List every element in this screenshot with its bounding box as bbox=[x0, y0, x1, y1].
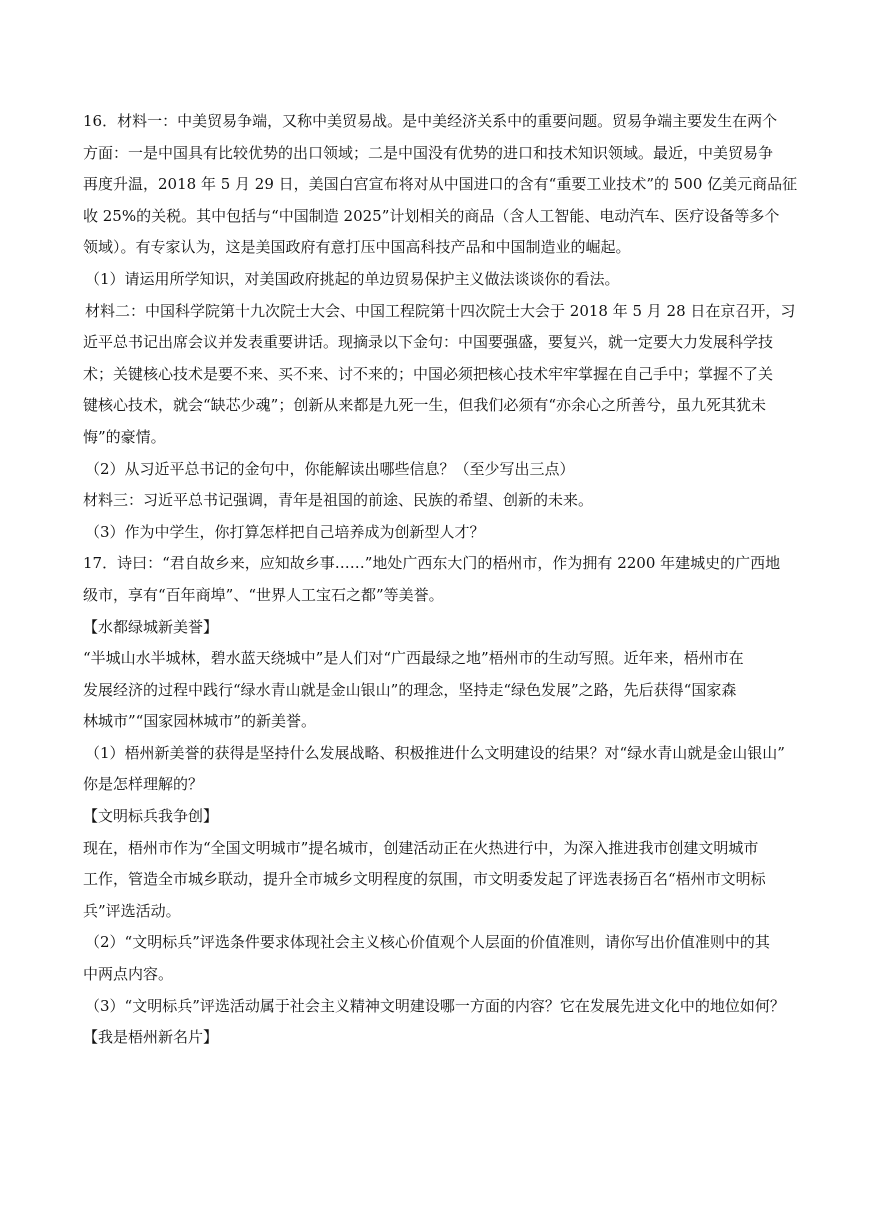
q17-para1-line3: 林城市”“国家园林城市”的新美誉。 bbox=[83, 712, 317, 731]
q16-material2-line2: 近平总书记出席会议并发表重要讲话。现摘录以下金句：中国要强盛，要复兴，就一定要大力发展科学技 bbox=[83, 333, 774, 352]
q17-para2-line2: 工作，管造全市城乡联动，提升全市城乡文明程度的氛围，市文明委发起了评选表扬百名“梧州市文明标 bbox=[83, 870, 766, 889]
q17-question2-line1: （2）“文明标兵”评选条件要求体现社会主义核心价值观个人层面的价值准则，请你写出价值准则中的其 bbox=[85, 933, 770, 952]
q16-material1-line5: 领域）。有专家认为，这是美国政府有意打压中国高科技产品和中国制造业的崛起。 bbox=[83, 238, 631, 257]
q17-para1-line1: “半城山水半城林，碧水蓝天绕城中”是人们对“广西最绿之地”梧州市的生动写照。近年来，梧州市在 bbox=[83, 649, 744, 668]
q16-question1: （1）请运用所学知识，对美国政府挑起的单边贸易保护主义做法谈谈你的看法。 bbox=[85, 269, 620, 288]
q16-material2-line5: 悔”的豪情。 bbox=[83, 427, 166, 446]
q16-material2-line4: 键核心技术，就会“缺芯少魂”；创新从来都是九死一生，但我们必须有“亦余心之所善兮，虽九死其犹未 bbox=[83, 396, 767, 415]
q17-intro-line1: 17．诗曰：“君自故乡来，应知故乡事……”地处广西东大门的梧州市，作为拥有 2200 年建城史的广西地 bbox=[83, 554, 781, 573]
q17-question1-line1: （1）梧州新美誉的获得是坚持什么发展战略、积极推进什么文明建设的结果？对“绿水青山就是金山银山” bbox=[85, 743, 785, 762]
section-heading-civilization-model: 【文明标兵我争创】 bbox=[83, 807, 219, 826]
q16-material1-line2: 方面：一是中国具有比较优势的出口领域；二是中国没有优势的进口和技术知识领域。最近，中美贸易争 bbox=[83, 143, 774, 162]
q16-material1-line4: 收 25%的关税。其中包括与“中国制造 2025”计划相关的商品（含人工智能、电动汽车、医疗设备等多个 bbox=[83, 206, 780, 225]
q16-material1-line1: 16．材料一：中美贸易争端，又称中美贸易战。是中美经济关系中的重要问题。贸易争端主要发生在两个 bbox=[83, 112, 778, 130]
section-heading-city-card: 【我是梧州新名片】 bbox=[83, 1028, 219, 1047]
q17-para2-line3: 兵”评选活动。 bbox=[83, 901, 181, 920]
q17-intro-line2: 级市，享有“百年商埠”、“世界人工宝石之都”等美誉。 bbox=[83, 585, 444, 604]
q16-material2-line1: 材料二：中国科学院第十九次院士大会、中国工程院第十四次院士大会于 2018 年 5 月 28 日在京召开，习 bbox=[85, 301, 796, 320]
q16-material2-line3: 术；关键核心技术是要不来、买不来、讨不来的；中国必须把核心技术牢牢掌握在自己手中；掌握不了关 bbox=[83, 364, 774, 383]
q16-question2: （2）从习近平总书记的金句中，你能解读出哪些信息？（至少写出三点） bbox=[85, 459, 575, 478]
section-heading-water-city: 【水都绿城新美誉】 bbox=[83, 617, 219, 636]
q17-para1-line2: 发展经济的过程中践行“绿水青山就是金山银山”的理念，坚持走“绿色发展”之路，先后获得“国家森 bbox=[83, 680, 737, 699]
q17-question2-line2: 中两点内容。 bbox=[83, 965, 174, 984]
q17-question3: （3）“文明标兵”评选活动属于社会主义精神文明建设哪一方面的内容？它在发展先进文化中的地位如何？ bbox=[85, 996, 785, 1015]
q16-material3: 材料三：习近平总书记强调，青年是祖国的前途、民族的希望、创新的未来。 bbox=[83, 491, 594, 510]
q17-question1-line2: 你是怎样理解的？ bbox=[83, 775, 204, 794]
q16-question3: （3）作为中学生，你打算怎样把自己培养成为创新型人才？ bbox=[85, 522, 485, 541]
q17-para2-line1: 现在，梧州市作为“全国文明城市”提名城市，创建活动正在火热进行中，为深入推进我市创建文明城市 bbox=[83, 838, 759, 857]
q16-material1-line3: 再度升温，2018 年 5 月 29 日，美国白宫宣布将对从中国进口的含有“重要工业技术”的 500 亿美元商品征 bbox=[83, 175, 798, 194]
